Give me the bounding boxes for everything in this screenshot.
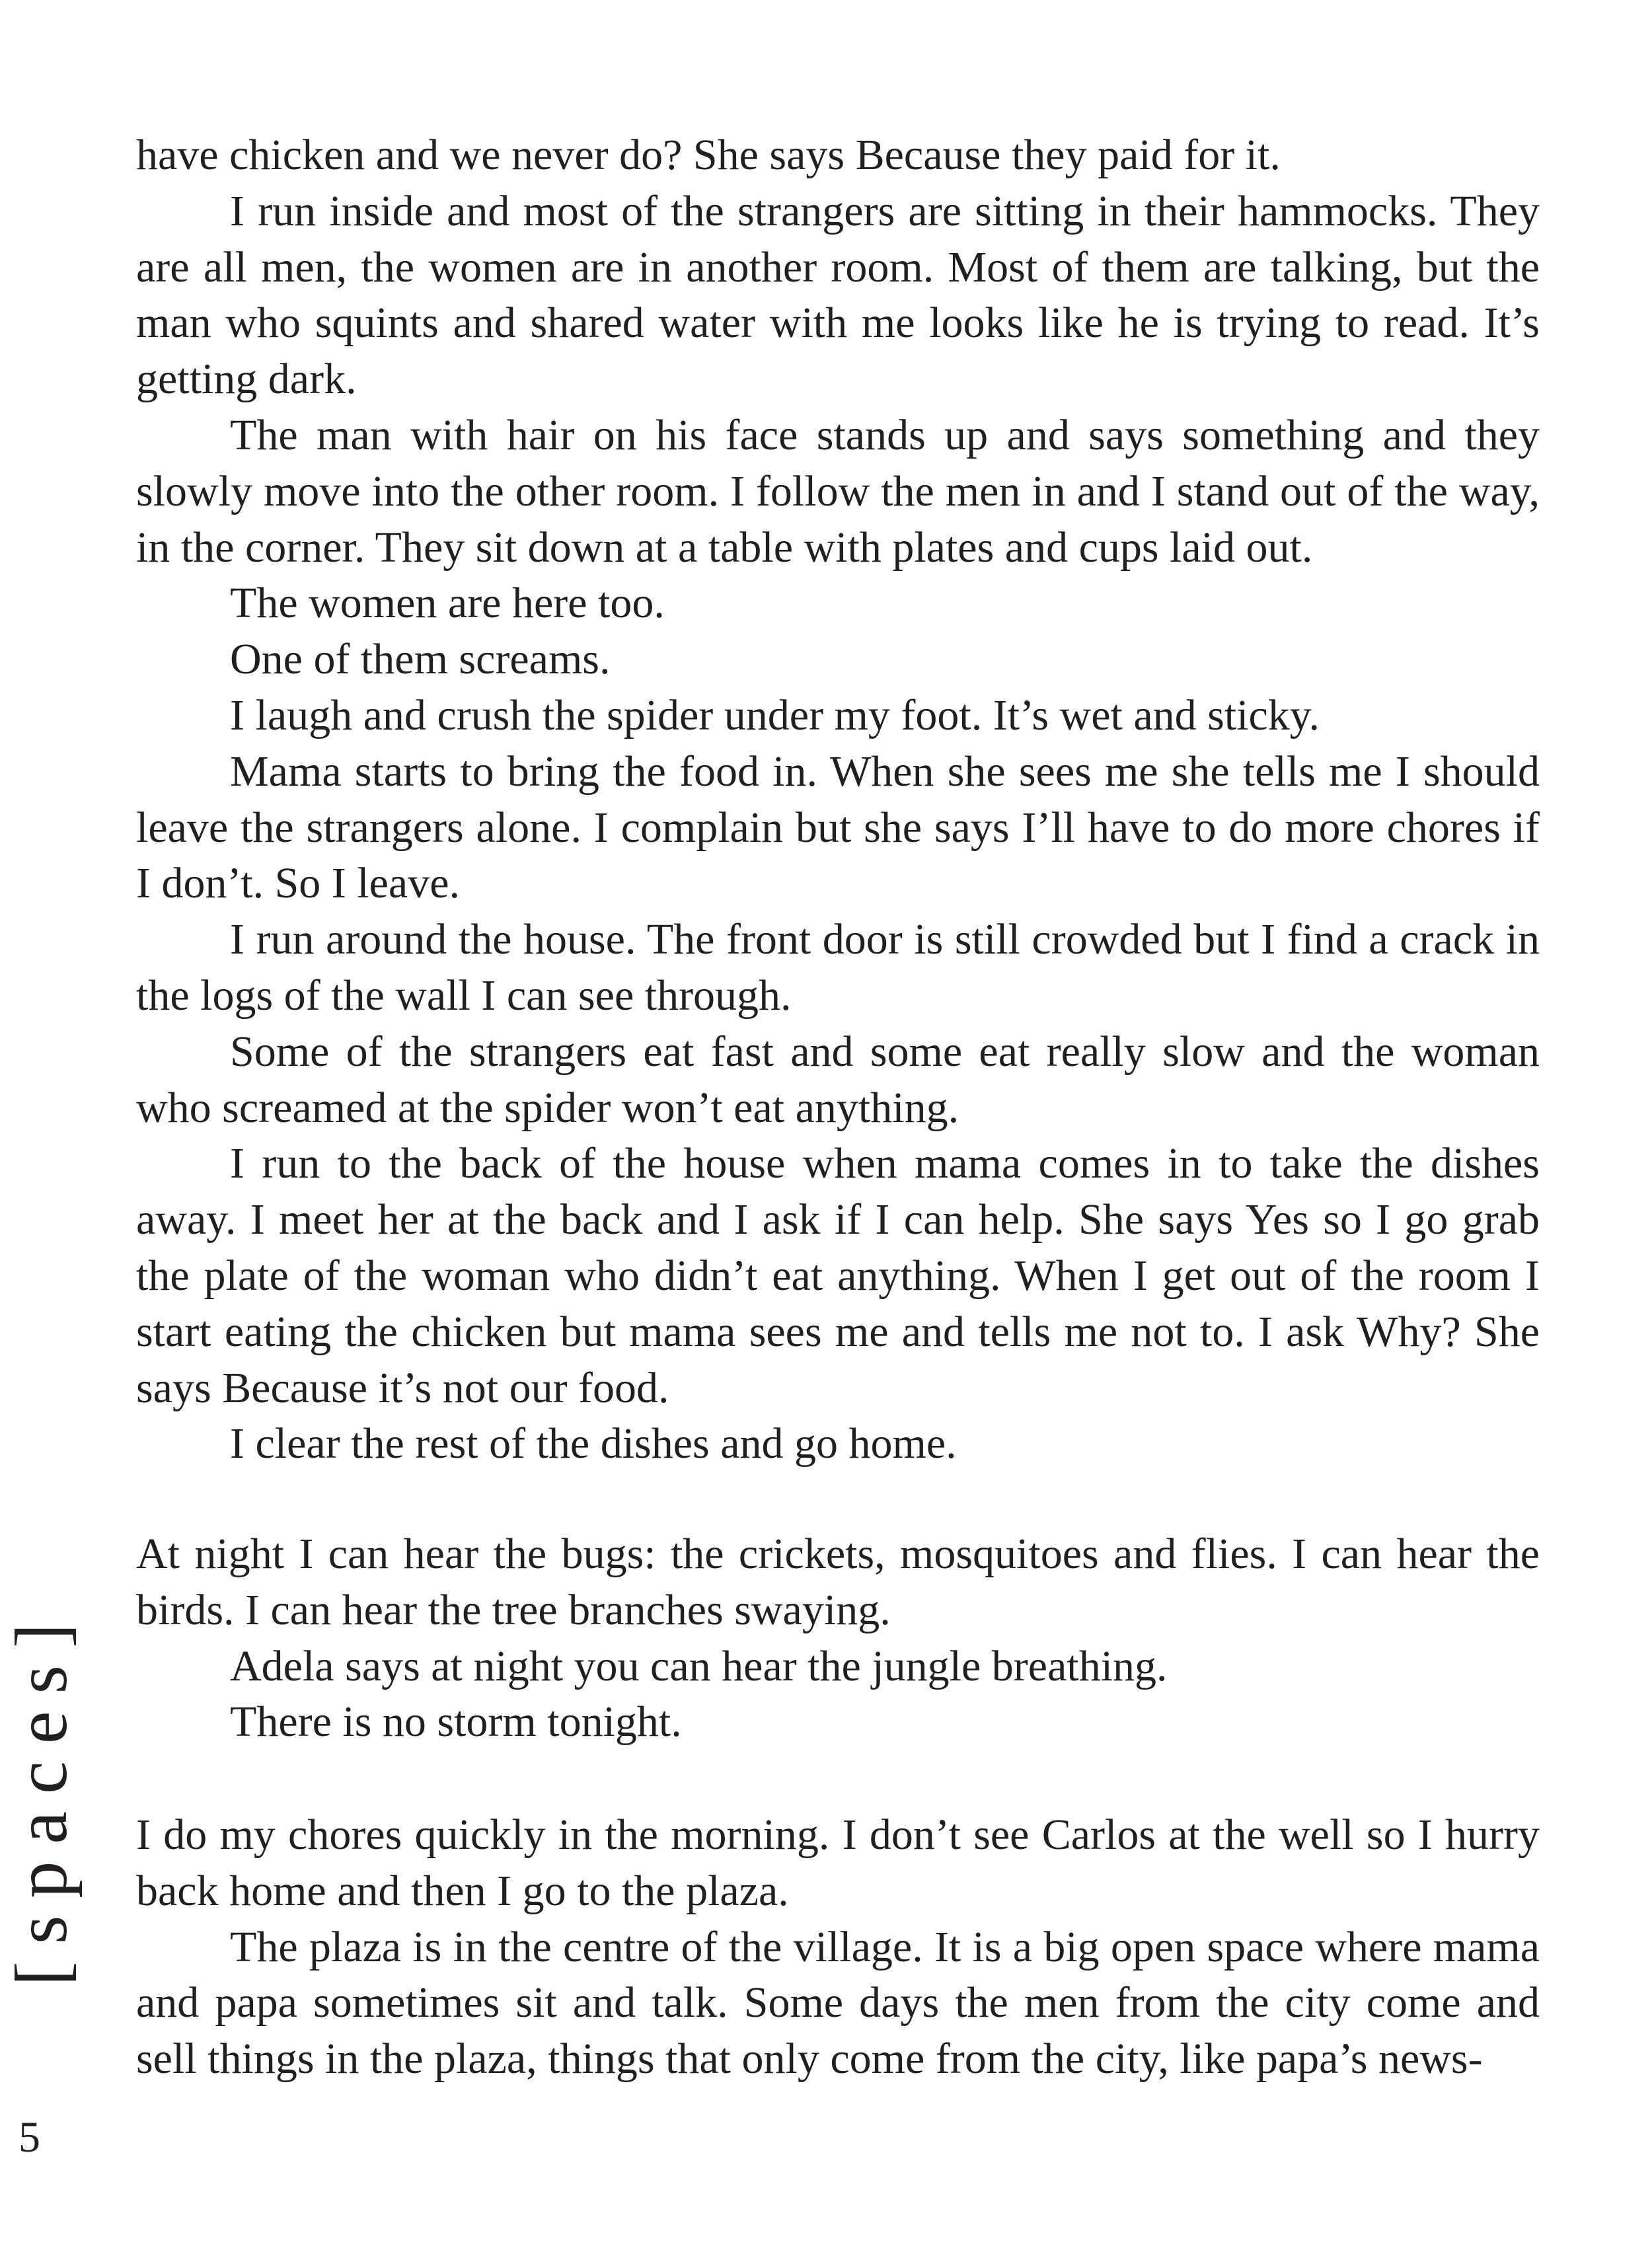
paragraph: I run inside and most of the strangers are sitting in their hammocks. They are all men, the women are in another room. Most of them are talking, but the man who squints and shared water with me looks like he is trying to read. It’s getting dark. — [136, 186, 1540, 404]
paragraph: Adela says at night you can hear the jungle breathing. — [230, 1641, 1168, 1690]
paragraph: I run to the back of the house when mama comes in to take the dishes away. I meet her at the back and I ask if I can help. She says Yes so I go grab the plate of the woman who didn’t eat anything. When I get out of the room I start eating the chicken but mama sees me and tells me not to. I ask Why? She says Because it’s not our food. — [136, 1139, 1540, 1412]
page-number: 5 — [19, 2113, 40, 2161]
text-section-3 — [136, 1807, 1540, 2087]
paragraph: The man with hair on his face stands up and says something and they slowly move into the other room. I follow the men in and I stand out of the way, in the corner. They sit down at a table with plates and cups laid out. — [136, 410, 1540, 572]
paragraph: have chicken and we never do? She says Because they paid for it. — [136, 131, 1281, 179]
paragraph: I clear the rest of the dishes and go home. — [230, 1419, 957, 1468]
text-section-1 — [136, 128, 1540, 1472]
paragraph: I do my chores quickly in the morning. I don’t see Carlos at the well so I hurry back home and then I go to the plaza. — [136, 1811, 1540, 1915]
paragraph: The plaza is in the centre of the village. It is a big open space where mama and papa sometimes sit and talk. Some days the men from the city come and sell things in the plaza, things that only come from the city, like papa’s news- — [136, 1922, 1540, 2084]
section-label-vertical — [1, 1532, 85, 2060]
text-section-2 — [136, 1526, 1540, 1750]
paragraph: At night I can hear the bugs: the crickets, mosquitoes and flies. I can hear the birds. I can hear the tree branches swaying. — [136, 1530, 1540, 1634]
paragraph: I run around the house. The front door is still crowded but I find a crack in the logs of the wall I can see through. — [136, 915, 1540, 1020]
paragraph: Mama starts to bring the food in. When she sees me she tells me I should leave the strangers alone. I complain but she says I’ll have to do more chores if I don’t. So I leave. — [136, 747, 1540, 908]
paragraph: Some of the strangers eat fast and some eat really slow and the woman who screamed at the spider won’t eat anything. — [136, 1027, 1540, 1132]
paragraph: One of them screams. — [230, 635, 611, 684]
section-label-text: [spaces] — [1, 1606, 83, 1986]
paragraph: I laugh and crush the spider under my foot. It’s wet and sticky. — [230, 691, 1320, 739]
paragraph: There is no storm tonight. — [230, 1698, 682, 1747]
paragraph: The women are here too. — [230, 579, 665, 628]
